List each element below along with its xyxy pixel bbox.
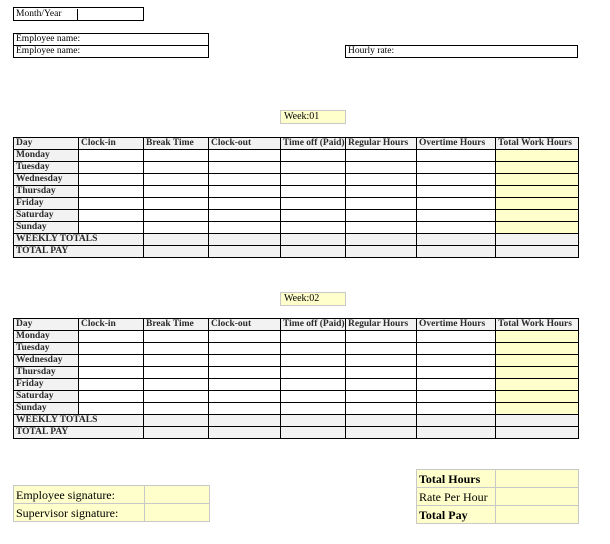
total-hours-label: Total Hours: [417, 470, 496, 488]
time-cell[interactable]: [417, 331, 496, 343]
column-header: Clock-in: [79, 138, 144, 150]
time-cell[interactable]: [79, 198, 144, 210]
time-cell[interactable]: [346, 403, 417, 415]
table-row: [14, 198, 579, 210]
total-cell[interactable]: [281, 415, 346, 427]
time-cell[interactable]: [417, 210, 496, 222]
column-header: Day: [14, 319, 79, 331]
time-cell[interactable]: [281, 391, 346, 403]
day-label: Thursday: [14, 367, 79, 379]
time-cell[interactable]: [281, 162, 346, 174]
rate-per-hour-label: Rate Per Hour: [417, 488, 496, 506]
time-cell[interactable]: [496, 379, 579, 391]
time-cell[interactable]: [144, 174, 209, 186]
time-cell[interactable]: [144, 355, 209, 367]
time-cell[interactable]: [417, 343, 496, 355]
table-row: [14, 150, 579, 162]
time-cell[interactable]: [346, 210, 417, 222]
time-cell[interactable]: [79, 391, 144, 403]
time-cell[interactable]: [417, 162, 496, 174]
time-cell[interactable]: [496, 222, 579, 234]
day-label: Wednesday: [14, 174, 79, 186]
month-year-box: [13, 7, 144, 21]
time-cell[interactable]: [209, 391, 281, 403]
hourly-rate-label: Hourly rate:: [348, 46, 395, 56]
time-cell[interactable]: [79, 174, 144, 186]
time-cell[interactable]: [346, 186, 417, 198]
time-cell[interactable]: [144, 198, 209, 210]
week-label-1: Week:01: [280, 110, 346, 124]
time-cell[interactable]: [209, 403, 281, 415]
day-label: Saturday: [14, 210, 79, 222]
total-cell[interactable]: [281, 427, 346, 439]
weekly-totals-label: WEEKLY TOTALS: [14, 234, 144, 246]
time-cell[interactable]: [346, 198, 417, 210]
total-cell[interactable]: [496, 415, 579, 427]
weekly-totals-row: [14, 415, 579, 427]
summary-total-pay-label: Total Pay: [417, 506, 496, 524]
day-label: Sunday: [14, 222, 79, 234]
time-cell[interactable]: [496, 198, 579, 210]
day-label: Tuesday: [14, 162, 79, 174]
time-cell[interactable]: [79, 331, 144, 343]
weekly-totals-row: [14, 234, 579, 246]
time-cell[interactable]: [79, 162, 144, 174]
day-label: Tuesday: [14, 343, 79, 355]
time-cell[interactable]: [79, 355, 144, 367]
time-cell[interactable]: [346, 174, 417, 186]
time-cell[interactable]: [417, 198, 496, 210]
time-cell[interactable]: [496, 391, 579, 403]
table-row: [14, 210, 579, 222]
time-cell[interactable]: [209, 186, 281, 198]
time-cell[interactable]: [496, 367, 579, 379]
time-cell[interactable]: [209, 367, 281, 379]
time-cell[interactable]: [144, 403, 209, 415]
column-header: Time off (Paid): [281, 319, 346, 331]
total-cell[interactable]: [417, 234, 496, 246]
time-cell[interactable]: [281, 186, 346, 198]
time-cell[interactable]: [209, 331, 281, 343]
time-cell[interactable]: [496, 331, 579, 343]
time-cell[interactable]: [417, 174, 496, 186]
employee-name-field-2[interactable]: Employee name:: [16, 46, 81, 56]
time-cell[interactable]: [281, 174, 346, 186]
time-cell[interactable]: [281, 343, 346, 355]
time-cell[interactable]: [281, 403, 346, 415]
supervisor-signature-field[interactable]: [145, 504, 210, 522]
employee-name-field-1[interactable]: Employee name:: [14, 34, 208, 46]
table-row: [14, 174, 579, 186]
employee-name-box: [13, 33, 209, 58]
column-header: Regular Hours: [346, 319, 417, 331]
total-cell[interactable]: [209, 427, 281, 439]
time-cell[interactable]: [144, 343, 209, 355]
time-cell[interactable]: [417, 355, 496, 367]
hourly-rate-field[interactable]: [345, 45, 578, 58]
time-cell[interactable]: [209, 210, 281, 222]
total-cell[interactable]: [417, 246, 496, 258]
column-header: Clock-out: [209, 319, 281, 331]
table-row: [14, 403, 579, 415]
total-pay-label: TOTAL PAY: [14, 427, 144, 439]
time-cell[interactable]: [281, 198, 346, 210]
time-cell[interactable]: [209, 379, 281, 391]
total-pay-row: [14, 427, 579, 439]
time-cell[interactable]: [346, 150, 417, 162]
column-header: Clock-in: [79, 319, 144, 331]
time-cell[interactable]: [281, 210, 346, 222]
time-cell[interactable]: [346, 343, 417, 355]
column-header: Time off (Paid): [281, 138, 346, 150]
time-cell[interactable]: [209, 222, 281, 234]
table-row: [14, 367, 579, 379]
total-cell[interactable]: [346, 427, 417, 439]
time-cell[interactable]: [144, 186, 209, 198]
time-cell[interactable]: [209, 162, 281, 174]
time-cell[interactable]: [144, 367, 209, 379]
total-cell[interactable]: [417, 415, 496, 427]
day-label: Monday: [14, 331, 79, 343]
time-cell[interactable]: [281, 355, 346, 367]
time-cell[interactable]: [346, 391, 417, 403]
table-row: [14, 186, 579, 198]
table-row: [14, 331, 579, 343]
total-hours-field[interactable]: [496, 470, 579, 488]
total-cell[interactable]: [209, 415, 281, 427]
time-cell[interactable]: [496, 403, 579, 415]
total-cell[interactable]: [144, 234, 209, 246]
time-cell[interactable]: [144, 210, 209, 222]
rate-per-hour-field[interactable]: [496, 488, 579, 506]
total-cell[interactable]: [281, 246, 346, 258]
total-cell[interactable]: [346, 415, 417, 427]
time-cell[interactable]: [79, 186, 144, 198]
time-cell[interactable]: [417, 391, 496, 403]
time-cell[interactable]: [209, 355, 281, 367]
column-header: Regular Hours: [346, 138, 417, 150]
time-cell[interactable]: [346, 331, 417, 343]
time-cell[interactable]: [346, 222, 417, 234]
time-cell[interactable]: [346, 162, 417, 174]
table-row: [14, 162, 579, 174]
total-pay-label: TOTAL PAY: [14, 246, 144, 258]
total-cell[interactable]: [144, 415, 209, 427]
column-header: Total Work Hours: [496, 138, 579, 150]
weekly-totals-label: WEEKLY TOTALS: [14, 415, 144, 427]
column-header: Day: [14, 138, 79, 150]
time-cell[interactable]: [496, 150, 579, 162]
time-cell[interactable]: [144, 331, 209, 343]
week-label-2: Week:02: [280, 292, 346, 306]
time-cell[interactable]: [417, 150, 496, 162]
column-header: Overtime Hours: [417, 138, 496, 150]
column-header: Total Work Hours: [496, 319, 579, 331]
day-label: Thursday: [14, 186, 79, 198]
day-label: Sunday: [14, 403, 79, 415]
time-cell[interactable]: [79, 403, 144, 415]
time-cell[interactable]: [496, 355, 579, 367]
time-cell[interactable]: [496, 210, 579, 222]
column-header: Break Time: [144, 138, 209, 150]
time-cell[interactable]: [209, 174, 281, 186]
day-label: Saturday: [14, 391, 79, 403]
time-cell[interactable]: [209, 198, 281, 210]
total-cell[interactable]: [144, 246, 209, 258]
time-cell[interactable]: [496, 174, 579, 186]
time-cell[interactable]: [209, 150, 281, 162]
timesheet-table-week-1: [13, 137, 579, 258]
month-year-field[interactable]: [78, 9, 143, 21]
total-cell[interactable]: [209, 246, 281, 258]
month-year-label: Month/Year: [14, 9, 78, 21]
total-cell[interactable]: [496, 246, 579, 258]
time-cell[interactable]: [209, 343, 281, 355]
table-row: [14, 343, 579, 355]
time-cell[interactable]: [281, 367, 346, 379]
time-cell[interactable]: [417, 186, 496, 198]
time-cell[interactable]: [281, 222, 346, 234]
time-cell[interactable]: [417, 379, 496, 391]
time-cell[interactable]: [417, 222, 496, 234]
time-cell[interactable]: [417, 403, 496, 415]
time-cell[interactable]: [281, 379, 346, 391]
time-cell[interactable]: [281, 331, 346, 343]
time-cell[interactable]: [346, 355, 417, 367]
time-cell[interactable]: [346, 367, 417, 379]
table-row: [14, 222, 579, 234]
time-cell[interactable]: [144, 379, 209, 391]
time-cell[interactable]: [281, 150, 346, 162]
total-cell[interactable]: [346, 234, 417, 246]
time-cell[interactable]: [144, 391, 209, 403]
table-row: [14, 379, 579, 391]
time-cell[interactable]: [496, 343, 579, 355]
summary-table: [416, 469, 579, 524]
time-cell[interactable]: [144, 222, 209, 234]
total-cell[interactable]: [144, 427, 209, 439]
time-cell[interactable]: [144, 162, 209, 174]
day-label: Wednesday: [14, 355, 79, 367]
time-cell[interactable]: [79, 379, 144, 391]
timesheet-table-week-2: [13, 318, 579, 439]
total-cell[interactable]: [209, 234, 281, 246]
total-cell[interactable]: [281, 234, 346, 246]
total-cell[interactable]: [346, 246, 417, 258]
signature-table: [13, 485, 210, 522]
employee-signature-label: Employee signature:: [14, 486, 145, 504]
column-header: Break Time: [144, 319, 209, 331]
time-cell[interactable]: [79, 367, 144, 379]
time-cell[interactable]: [79, 343, 144, 355]
total-cell[interactable]: [496, 234, 579, 246]
table-row: [14, 355, 579, 367]
day-label: Friday: [14, 198, 79, 210]
supervisor-signature-label: Supervisor signature:: [14, 504, 145, 522]
total-cell[interactable]: [417, 427, 496, 439]
employee-signature-field[interactable]: [145, 486, 210, 504]
summary-total-pay-field[interactable]: [496, 506, 579, 524]
time-cell[interactable]: [144, 150, 209, 162]
total-pay-row: [14, 246, 579, 258]
day-label: Monday: [14, 150, 79, 162]
day-label: Friday: [14, 379, 79, 391]
table-row: [14, 391, 579, 403]
time-cell[interactable]: [346, 379, 417, 391]
time-cell[interactable]: [79, 210, 144, 222]
column-header: Clock-out: [209, 138, 281, 150]
time-cell[interactable]: [496, 186, 579, 198]
time-cell[interactable]: [417, 367, 496, 379]
total-cell[interactable]: [496, 427, 579, 439]
time-cell[interactable]: [79, 222, 144, 234]
column-header: Overtime Hours: [417, 319, 496, 331]
time-cell[interactable]: [496, 162, 579, 174]
time-cell[interactable]: [79, 150, 144, 162]
